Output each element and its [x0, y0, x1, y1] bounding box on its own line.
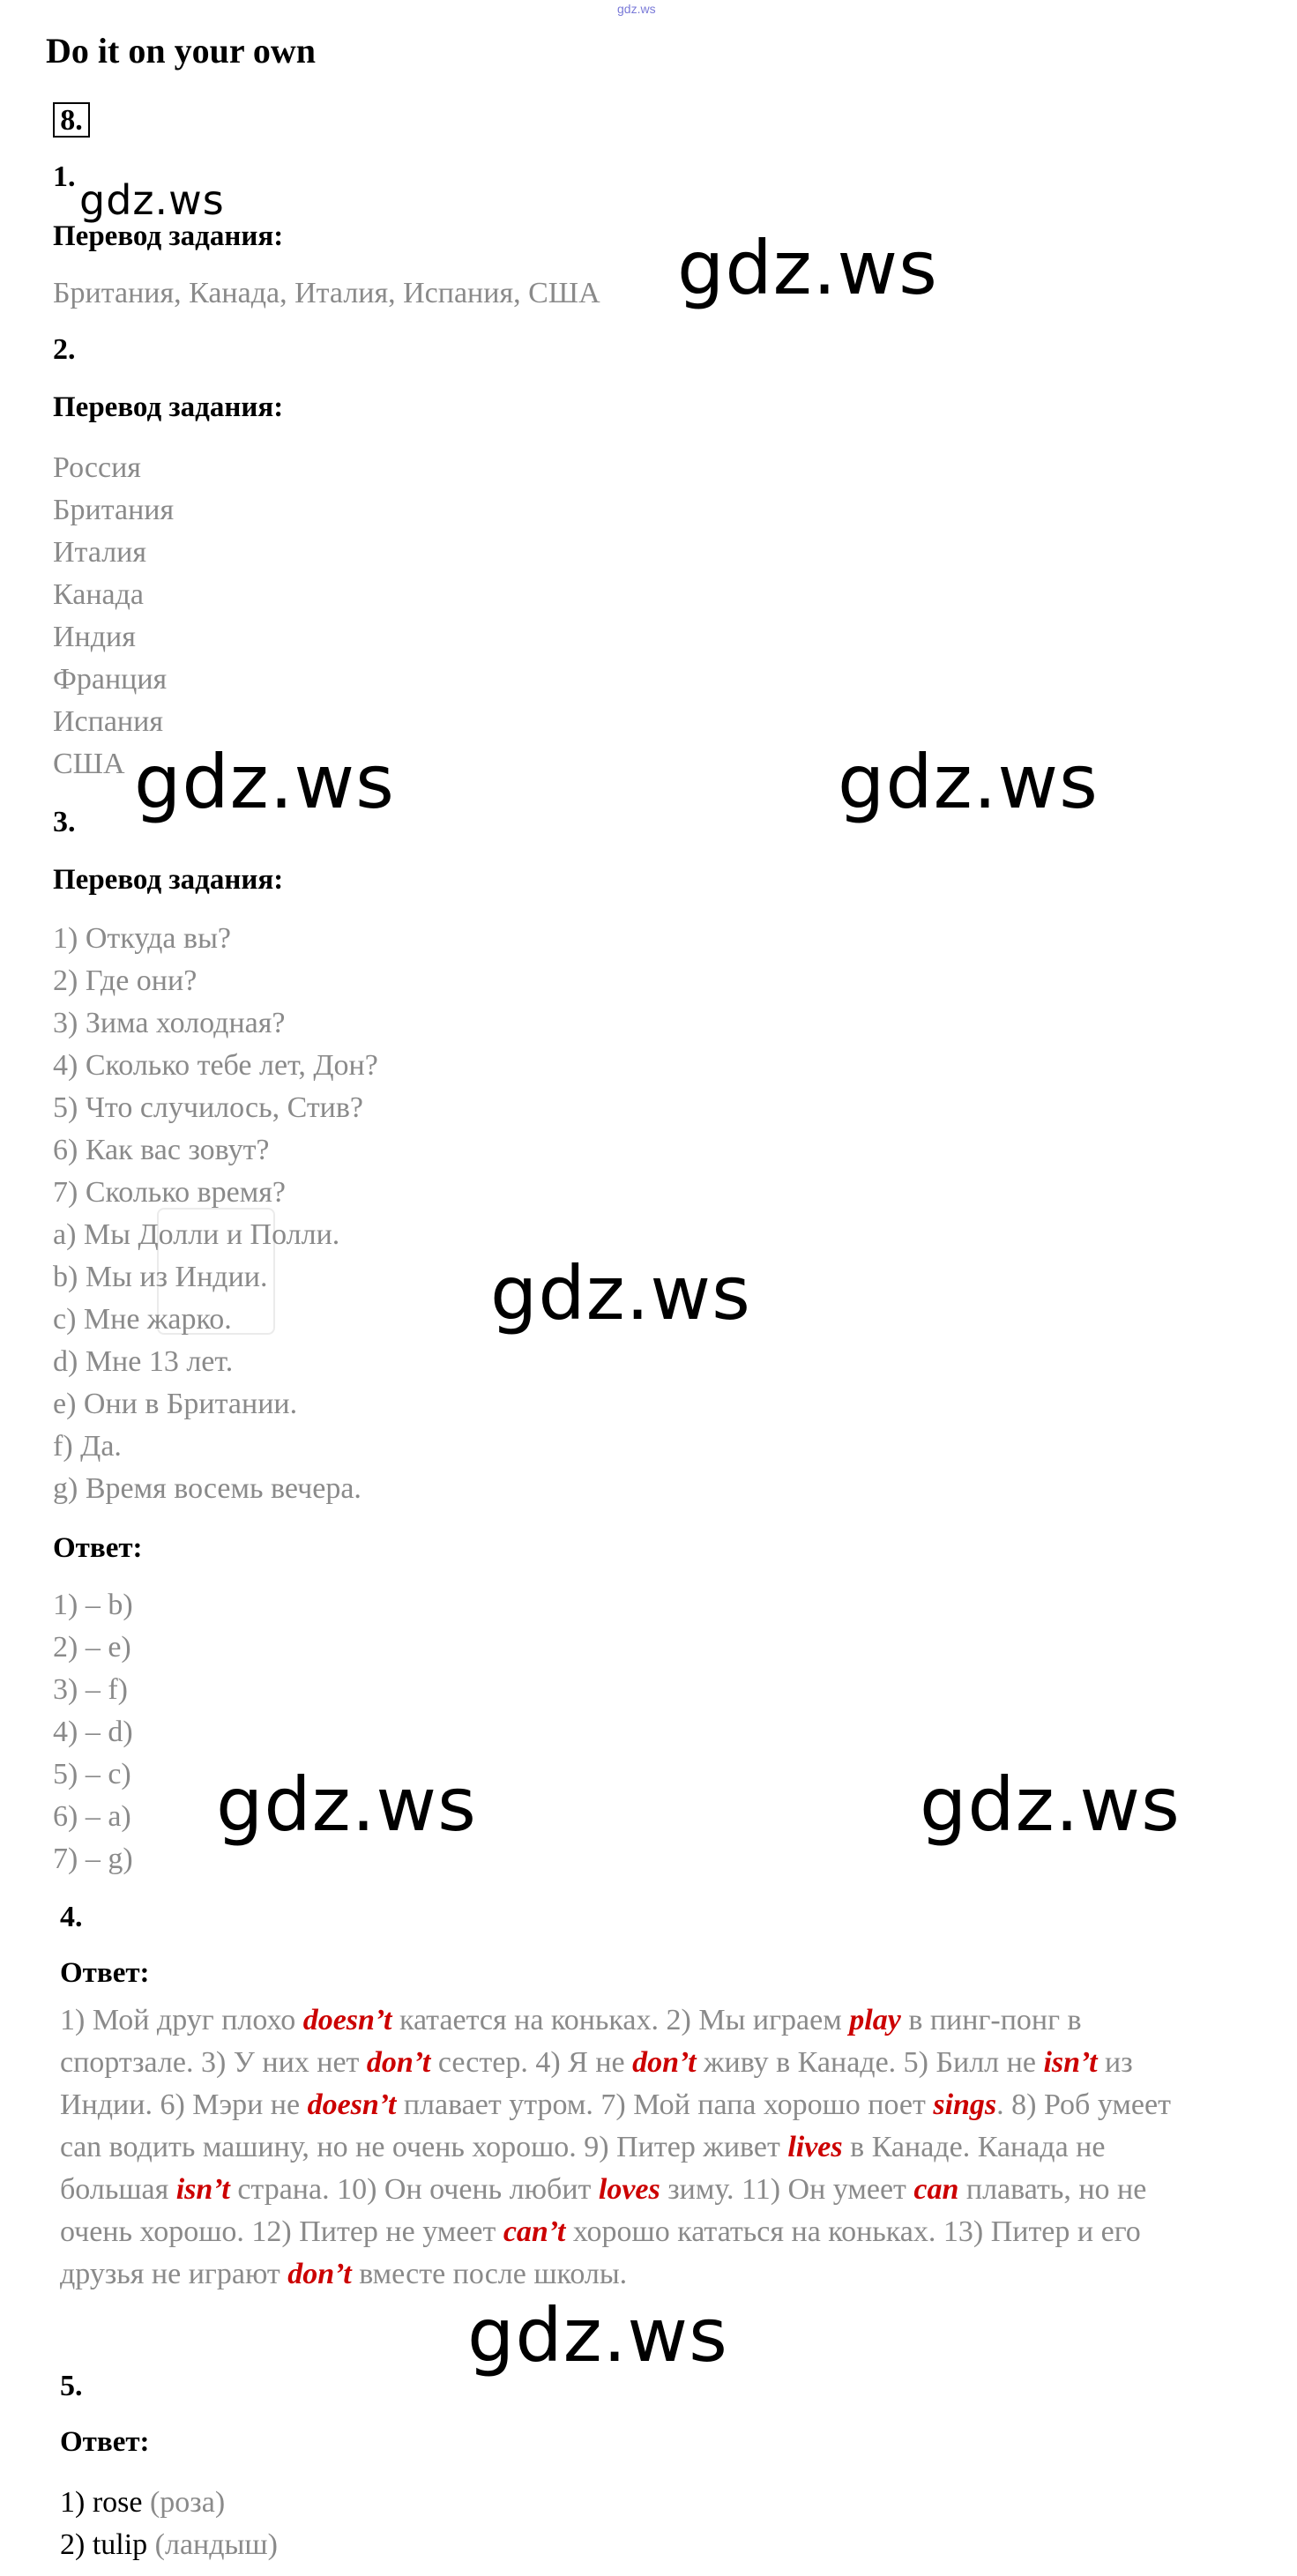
list-item: Испания — [53, 705, 163, 738]
list-item — [60, 2528, 278, 2562]
list-item: f) Да. — [53, 1430, 122, 1463]
list-item: Франция — [53, 663, 168, 696]
list-item: e) Они в Британии. — [53, 1388, 298, 1420]
list-item: Италия — [53, 536, 147, 569]
answer-text-segment: сестер. 4) Я не — [430, 2046, 633, 2079]
list-item: b) Мы из Индии. — [53, 1261, 268, 1293]
list-item: Индия — [53, 621, 136, 653]
answer-text-segment: . 8) Роб умеет can водить машину, но не очень хорошо. 9) Питер живет — [60, 2088, 1171, 2163]
answer-keyword: don’t — [366, 2046, 431, 2079]
list-item: d) Мне 13 лет. — [53, 1345, 234, 1378]
list-item: c) Мне жарко. — [53, 1303, 232, 1336]
answer-text-segment: в Канаде. Канада не большая — [60, 2131, 1106, 2206]
list-item: 6) Как вас зовут? — [53, 1134, 270, 1166]
list-item: 4) – d) — [53, 1716, 133, 1748]
list-item: 7) Сколько время? — [53, 1176, 286, 1209]
answer-text-segment: 1) Мой друг плохо — [60, 2004, 303, 2036]
answer-keyword: isn’t — [1043, 2046, 1098, 2079]
answer-text-segment: страна. 10) Он очень любит — [229, 2173, 599, 2206]
list-item: 5) – c) — [53, 1758, 131, 1791]
list-item: 1) – b) — [53, 1589, 133, 1621]
watermark-text: gdz.ws — [134, 739, 395, 825]
watermark-text: gdz.ws — [838, 739, 1099, 825]
answer-text-segment: живу в Канаде. 5) Билл не — [696, 2046, 1044, 2079]
exercise-number: 8. — [53, 102, 90, 138]
section-2-number: 2. — [53, 333, 76, 366]
answer-text-segment: катается на коньках. 2) Мы играем — [391, 2004, 850, 2036]
list-item: Россия — [53, 451, 141, 484]
answer-text-segment: в пинг-понг в спортзале. 3) У них нет — [60, 2004, 1082, 2079]
list-item: 1) Откуда вы? — [53, 922, 232, 955]
list-item: 5) Что случилось, Стив? — [53, 1091, 364, 1124]
list-item — [60, 2486, 225, 2520]
answer-keyword: can — [913, 2173, 959, 2206]
list-item: a) Мы Долли и Полли. — [53, 1218, 340, 1251]
answer-keyword: don’t — [632, 2046, 697, 2079]
answer-text-segment: из Индии. 6) Мэри не — [60, 2046, 1133, 2121]
watermark-text: gdz.ws — [920, 1761, 1181, 1848]
watermark-text: gdz.ws — [216, 1761, 477, 1848]
section-5-answer-label: Ответ: — [60, 2426, 150, 2458]
answer-keyword: doesn’t — [307, 2088, 397, 2121]
list-item: g) Время восемь вечера. — [53, 1472, 362, 1505]
top-watermark: gdz.ws — [617, 2, 656, 16]
answer-text-segment: хорошо кататься на коньках. 13) Питер и его друзья не играют — [60, 2215, 1141, 2290]
plant-name: 1) rose — [60, 2486, 143, 2519]
plant-translation: (роза) — [142, 2486, 226, 2519]
section-4-answer-label: Ответ: — [60, 1957, 150, 1989]
section-4-number: 4. — [60, 1901, 83, 1933]
answer-text-segment: плавать, но не очень хорошо. 12) Питер не умеет — [60, 2173, 1147, 2248]
list-item: 7) – g) — [53, 1843, 133, 1875]
plant-name: 2) tulip — [60, 2528, 148, 2561]
answer-keyword: play — [849, 2004, 901, 2036]
answer-keyword: isn’t — [175, 2173, 230, 2206]
page-title: Do it on your own — [46, 31, 316, 71]
section-3-answer-label: Ответ: — [53, 1532, 143, 1564]
list-item: 2) – e) — [53, 1631, 131, 1664]
section-5-number: 5. — [60, 2370, 83, 2402]
list-item: Британия — [53, 494, 175, 526]
answer-text-segment: зиму. 11) Он умеет — [660, 2173, 914, 2206]
section-3-translation-label: Перевод задания: — [53, 864, 284, 896]
watermark-text: gdz.ws — [677, 225, 938, 311]
list-item: 4) Сколько тебе лет, Дон? — [53, 1049, 378, 1082]
list-item: Канада — [53, 578, 144, 611]
watermark-text: gdz.ws — [79, 176, 225, 224]
answer-keyword: don’t — [287, 2258, 352, 2290]
answer-keyword: can’t — [503, 2215, 566, 2248]
answer-keyword: loves — [598, 2173, 660, 2206]
section-4-answer-text — [60, 1999, 1206, 2296]
section-2-translation-label: Перевод задания: — [53, 391, 284, 423]
list-item: 2) Где они? — [53, 964, 198, 997]
section-1-number: 1. — [53, 160, 76, 193]
section-1-translation-label: Перевод задания: — [53, 220, 284, 252]
answer-text-segment: плавает утром. 7) Мой папа хорошо поет — [396, 2088, 934, 2121]
section-1-text: Британия, Канада, Италия, Испания, США — [53, 277, 600, 309]
answer-keyword: sings — [933, 2088, 997, 2121]
list-item: 3) Зима холодная? — [53, 1007, 286, 1039]
answer-keyword: lives — [787, 2131, 843, 2163]
section-3-number: 3. — [53, 806, 76, 838]
watermark-text: gdz.ws — [490, 1250, 751, 1336]
list-item: США — [53, 748, 125, 780]
answer-text-segment: вместе после школы. — [351, 2258, 628, 2290]
list-item: 3) – f) — [53, 1673, 128, 1706]
plant-translation: (ландыш) — [147, 2528, 278, 2561]
answer-keyword: doesn’t — [302, 2004, 392, 2036]
watermark-text: gdz.ws — [467, 2292, 728, 2379]
list-item: 6) – a) — [53, 1800, 131, 1833]
